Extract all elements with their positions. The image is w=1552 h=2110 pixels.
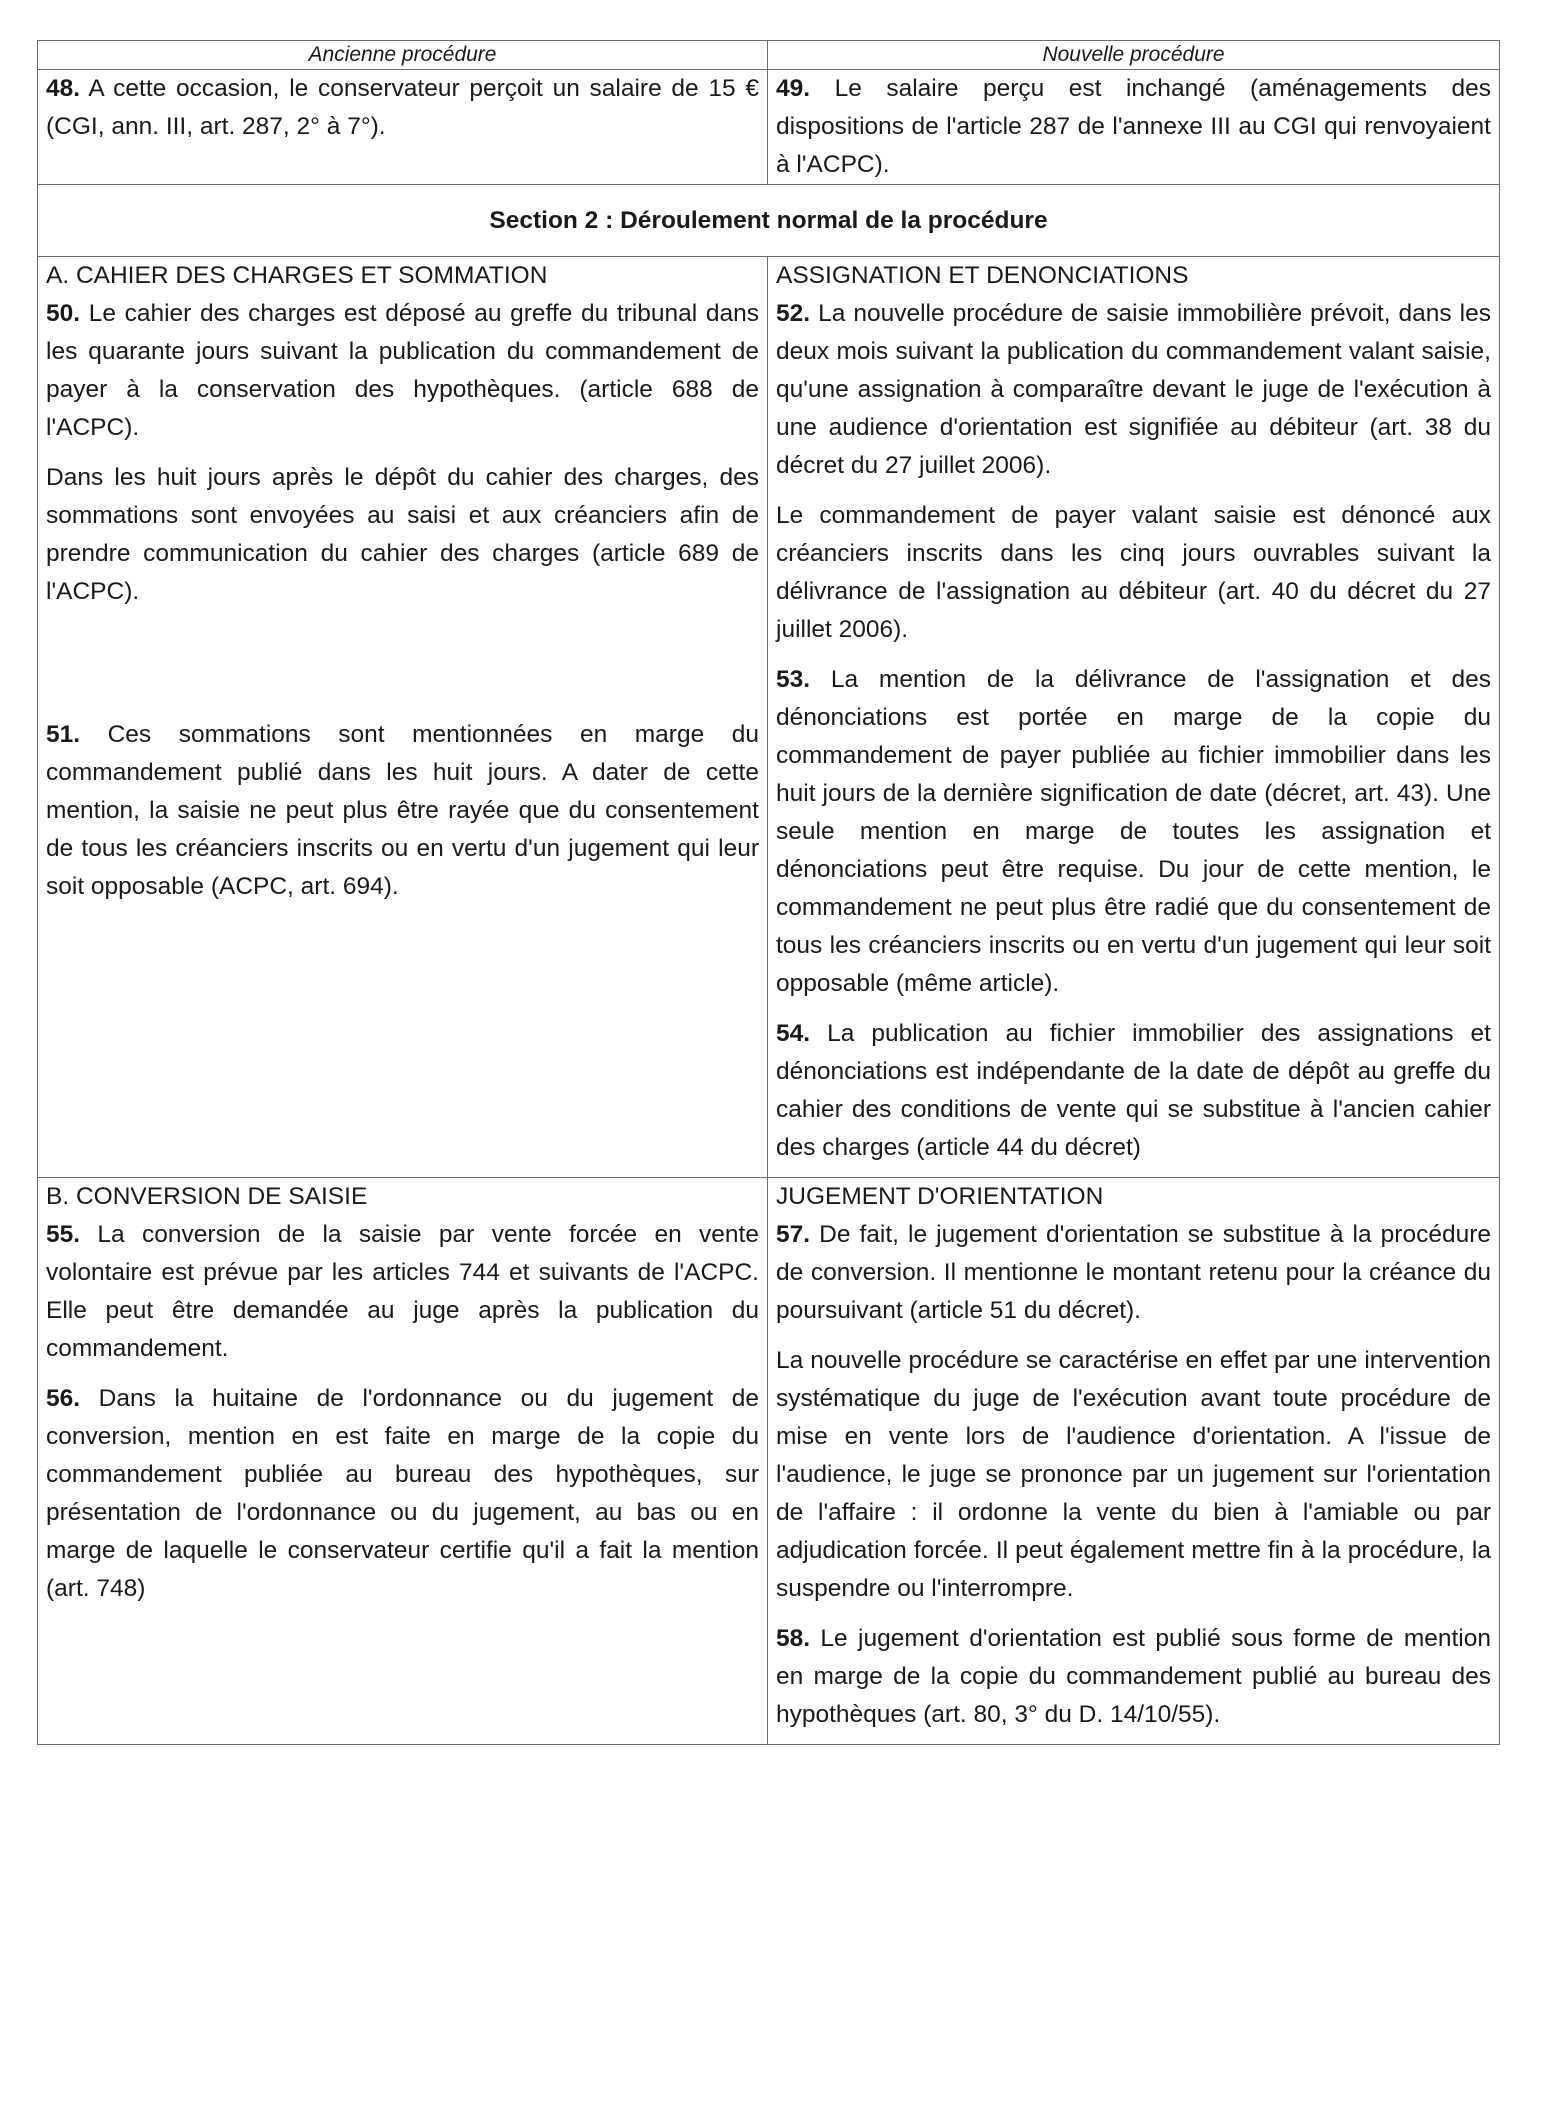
cell-old-cahier-des-charges <box>38 257 768 1178</box>
paragraph-text: De fait, le jugement d'orientation se substitue à la procédure de conversion. Il mentionne le montant retenu pour la créance du poursuivant (article 51 du décret). <box>776 1221 1491 1324</box>
cell-old-48 <box>38 70 768 185</box>
paragraph-text: La nouvelle procédure de saisie immobilière prévoit, dans les deux mois suivant la publication du commandement valant saisie, qu'une assignation à comparaître devant le juge de l'exécution à une audience d'orientation est signifiée au débiteur (art. 38 du décret du 27 juillet 2006). <box>776 300 1491 479</box>
list-item <box>776 661 1491 1003</box>
paragraph-number: 53. <box>776 666 811 693</box>
subsection-title: ASSIGNATION ET DENONCIATIONS <box>776 262 1189 289</box>
cell-new-49 <box>768 70 1500 185</box>
paragraph-text: Dans la huitaine de l'ordonnance ou du jugement de conversion, mention en est faite en marge de la copie du commandement publiée au bureau des hypothèques, sur présentation de l'ordonnance ou du jugement, au bas ou en marge de laquelle le conservateur certifie qu'il a fait la mention (art. 748) <box>46 1385 759 1602</box>
paragraph-text: La mention de la délivrance de l'assignation et des dénonciations est portée en marge de la copie du commandement de payer publiée au fichier immobilier dans les huit jours de la dernière signification de date (décret, art. 43). Une seule mention en marge de toutes les assignation et dénonciations peut être requise. Du jour de cette mention, le commandement ne peut plus être radié que du consentement de tous les créanciers inscrits ou en vertu d'un jugement qui leur soit opposable (même article). <box>776 666 1491 997</box>
document-page <box>37 40 1499 1745</box>
cell-new-jugement-orientation <box>768 1178 1500 1745</box>
paragraph-text: Le salaire perçu est inchangé (aménagements des dispositions de l'article 287 de l'annexe III au CGI qui renvoyaient à l'ACPC). <box>776 75 1491 178</box>
list-item <box>776 1015 1491 1167</box>
table-row <box>38 1178 1500 1745</box>
paragraph-text: La publication au fichier immobilier des assignations et dénonciations est indépendante de la date de dépôt au greffe du cahier des conditions de vente qui se substitue à l'ancien cahier des charges (article 44 du décret) <box>776 1020 1491 1161</box>
paragraph-text: Le jugement d'orientation est publié sous forme de mention en marge de la copie du commandement publié au bureau des hypothèques (art. 80, 3° du D. 14/10/55). <box>776 1625 1491 1728</box>
list-item <box>776 1216 1491 1330</box>
list-item <box>46 716 759 906</box>
paragraph-text: Ces sommations sont mentionnées en marge du commandement publié dans les huit jours. A dater de cette mention, la saisie ne peut plus être rayée que du consentement de tous les créanciers inscrits ou en vertu d'un jugement qui leur soit opposable (ACPC, art. 694). <box>46 721 759 900</box>
paragraph-number: 54. <box>776 1020 811 1047</box>
list-item <box>776 497 1491 649</box>
header-row <box>38 41 1500 70</box>
table-row <box>38 257 1500 1178</box>
paragraph-text: La conversion de la saisie par vente forcée en vente volontaire est prévue par les articles 744 et suivants de l'ACPC. Elle peut être demandée au juge après la publication du commandement. <box>46 1221 759 1362</box>
subsection-title: JUGEMENT D'ORIENTATION <box>776 1183 1104 1210</box>
header-new-procedure: Nouvelle procédure <box>768 41 1500 70</box>
cell-new-assignation <box>768 257 1500 1178</box>
comparison-table <box>37 40 1500 1745</box>
section-title: Section 2 : Déroulement normal de la procédure <box>38 185 1500 257</box>
cell-old-conversion <box>38 1178 768 1745</box>
list-item <box>776 295 1491 485</box>
paragraph-number: 56. <box>46 1385 81 1412</box>
list-item <box>46 295 759 447</box>
paragraph-number: 55. <box>46 1221 81 1248</box>
paragraph-text: Le commandement de payer valant saisie est dénoncé aux créanciers inscrits dans les cinq jours ouvrables suivant la délivrance de l'assignation au débiteur (art. 40 du décret du 27 juillet 2006). <box>776 502 1491 643</box>
paragraph-text: La nouvelle procédure se caractérise en effet par une intervention systématique du juge de l'exécution avant toute procédure de mise en vente lors de l'audience d'orientation. A l'issue de l'audience, le juge se prononce par un jugement sur l'orientation de l'affaire : il ordonne la vente du bien à l'amiable ou par adjudication forcée. Il peut également mettre fin à la procédure, la suspendre ou l'interrompre. <box>776 1347 1491 1602</box>
list-item <box>46 1216 759 1368</box>
header-old-procedure: Ancienne procédure <box>38 41 768 70</box>
paragraph-number: 50. <box>46 300 81 327</box>
paragraph-number: 52. <box>776 300 811 327</box>
paragraph-number: 51. <box>46 721 81 748</box>
list-item <box>776 1620 1491 1734</box>
paragraph-text: Le cahier des charges est déposé au greffe du tribunal dans les quarante jours suivant la publication du commandement de payer à la conservation des hypothèques. (article 688 de l'ACPC). <box>46 300 759 441</box>
list-item <box>46 459 759 611</box>
section-row <box>38 185 1500 257</box>
paragraph-text: A cette occasion, le conservateur perçoit un salaire de 15 € (CGI, ann. III, art. 287, 2° à 7°). <box>46 75 759 140</box>
paragraph-text: Dans les huit jours après le dépôt du cahier des charges, des sommations sont envoyées au saisi et aux créanciers afin de prendre communication du cahier des charges (article 689 de l'ACPC). <box>46 464 759 605</box>
subsection-title: A. CAHIER DES CHARGES ET SOMMATION <box>46 262 548 289</box>
list-item <box>46 1380 759 1608</box>
table-row <box>38 70 1500 185</box>
paragraph-number: 57. <box>776 1221 811 1248</box>
paragraph-number: 49. <box>776 75 811 102</box>
subsection-title: B. CONVERSION DE SAISIE <box>46 1183 368 1210</box>
paragraph-number: 58. <box>776 1625 811 1652</box>
list-item <box>776 1342 1491 1608</box>
paragraph-number: 48. <box>46 75 81 102</box>
